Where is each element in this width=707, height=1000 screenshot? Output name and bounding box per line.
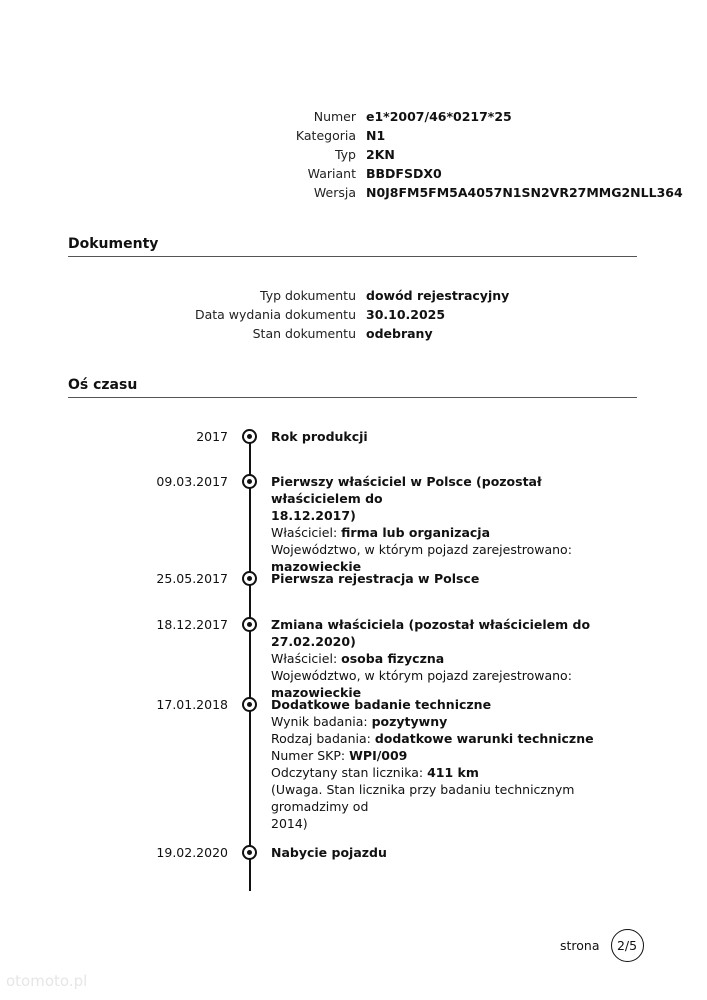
timeline-dot-icon: [242, 845, 257, 860]
event-body: [271, 844, 611, 861]
detail-value: mazowieckie: [271, 559, 362, 574]
event-date: 19.02.2020: [156, 845, 228, 860]
detail-label: Odczytany stan licznika:: [271, 765, 424, 780]
vehicle-info: [0, 107, 707, 202]
document-value: odebrany: [366, 326, 433, 341]
page-number-badge: 2/5: [611, 929, 644, 962]
detail-value: WPI/009: [349, 748, 408, 763]
document-value: 30.10.2025: [366, 307, 446, 322]
timeline-dot-icon: [242, 571, 257, 586]
detail-value: mazowieckie: [271, 685, 362, 700]
vehicle-label: Numer: [313, 109, 356, 124]
event-note: (Uwaga. Stan licznika przy badaniu technicznym gromadzimy od: [271, 782, 575, 814]
event-date: 25.05.2017: [156, 571, 228, 586]
section-divider: [68, 397, 637, 398]
event-title: Pierwsza rejestracja w Polsce: [271, 571, 480, 586]
timeline-axis: [249, 436, 251, 891]
vehicle-row: [0, 145, 707, 164]
event-date: 2017: [196, 429, 228, 444]
section-divider: [68, 256, 637, 257]
timeline-dot-icon: [242, 617, 257, 632]
detail-label: Wynik badania:: [271, 714, 368, 729]
document-label: Data wydania dokumentu: [194, 307, 356, 322]
event-body: [271, 616, 611, 701]
detail-value: 411 km: [427, 765, 479, 780]
detail-label: Właściciel:: [271, 651, 338, 666]
document-value: dowód rejestracyjny: [366, 288, 510, 303]
timeline-dot-icon: [242, 697, 257, 712]
event-title-continued: 18.12.2017): [271, 508, 356, 523]
documents-heading: Dokumenty: [68, 236, 159, 252]
document-row: [0, 286, 707, 305]
vehicle-label: Wariant: [307, 166, 356, 181]
page-label: strona: [560, 938, 600, 953]
vehicle-row: [0, 107, 707, 126]
detail-value: pozytywny: [371, 714, 448, 729]
event-detail: [271, 650, 611, 667]
detail-value: osoba fizyczna: [341, 651, 445, 666]
vehicle-label: Wersja: [313, 185, 356, 200]
document-label: Typ dokumentu: [260, 288, 356, 303]
event-detail: [271, 713, 611, 730]
vehicle-value: N0J8FM5FM5A4057N1SN2VR27MMG2NLL364: [366, 185, 683, 200]
watermark-logo: otomoto.pl: [6, 972, 88, 990]
event-title: Zmiana właściciela (pozostał właścicielem do 27.02.2020): [271, 617, 591, 649]
detail-label: Numer SKP:: [271, 748, 346, 763]
timeline-dot-icon: [242, 474, 257, 489]
detail-value: dodatkowe warunki techniczne: [374, 731, 594, 746]
event-note-continued: 2014): [271, 816, 308, 831]
event-date: 17.01.2018: [156, 697, 228, 712]
detail-label: Rodzaj badania:: [271, 731, 371, 746]
vehicle-row: [0, 126, 707, 145]
document-label: Stan dokumentu: [252, 326, 356, 341]
event-detail: [271, 524, 611, 541]
documents-info: [0, 286, 707, 343]
event-detail: [271, 764, 611, 781]
detail-label: Województwo, w którym pojazd zarejestrowano:: [271, 542, 572, 557]
timeline-heading: Oś czasu: [68, 377, 138, 393]
vehicle-row: [0, 183, 707, 202]
event-body: [271, 428, 611, 445]
timeline-dot-icon: [242, 429, 257, 444]
event-title: Dodatkowe badanie techniczne: [271, 697, 492, 712]
event-body: [271, 570, 611, 587]
event-title: Nabycie pojazdu: [271, 845, 387, 860]
detail-label: Województwo, w którym pojazd zarejestrowano:: [271, 668, 572, 683]
event-detail: [271, 747, 611, 764]
vehicle-label: Kategoria: [295, 128, 356, 143]
document-row: [0, 305, 707, 324]
vehicle-row: [0, 164, 707, 183]
detail-label: Właściciel:: [271, 525, 338, 540]
vehicle-value: e1*2007/46*0217*25: [366, 109, 512, 124]
event-title: Rok produkcji: [271, 429, 368, 444]
vehicle-value: N1: [366, 128, 386, 143]
document-row: [0, 324, 707, 343]
event-body: [271, 696, 611, 832]
vehicle-value: 2KN: [366, 147, 395, 162]
event-detail: [271, 730, 611, 747]
vehicle-label: Typ: [334, 147, 356, 162]
event-date: 09.03.2017: [156, 474, 228, 489]
page-footer: [560, 929, 644, 962]
vehicle-value: BBDFSDX0: [366, 166, 442, 181]
detail-value: firma lub organizacja: [341, 525, 491, 540]
event-body: [271, 473, 611, 575]
event-date: 18.12.2017: [156, 617, 228, 632]
event-title: Pierwszy właściciel w Polsce (pozostał właścicielem do: [271, 474, 542, 506]
